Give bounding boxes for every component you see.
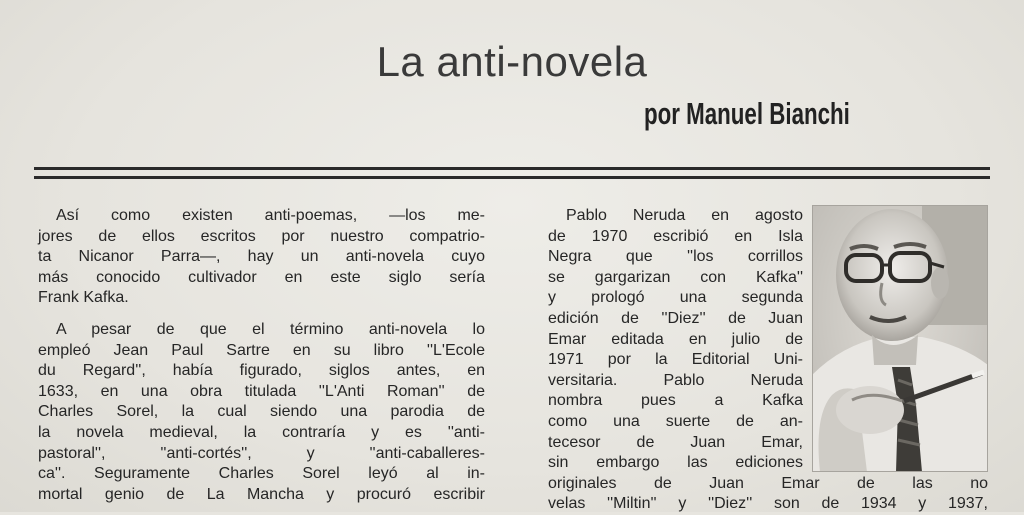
text-line: du Regard'', había figurado, siglos antes, en (38, 362, 485, 380)
article-column-left (38, 206, 485, 505)
article-byline: por Manuel Bianchi (644, 96, 850, 131)
text-line: pastoral'', ''anti-cortés'', y ''anti-caballeres- (38, 444, 485, 462)
article-title: La anti-novela (376, 38, 648, 85)
text-line: empleó Jean Paul Sartre en su libro ''L'Ecole (38, 341, 485, 359)
text-line: velas ''Miltin'' y ''Diez'' son de 1934 y 1937, (548, 495, 988, 513)
text-line: 1633, en una obra titulada ''L'Anti Roman'' de (38, 382, 485, 400)
text-line: se gargarizan con Kafka'' (548, 268, 803, 286)
article-column-right (548, 206, 988, 515)
paragraph-1 (38, 206, 485, 309)
text-line: la novela medieval, la contraría y es ''anti- (38, 423, 485, 441)
text-line: 1971 por la Editorial Uni- (548, 351, 803, 369)
text-line: originales de Juan Emar de las no (548, 474, 988, 492)
text-line: y prologó una segunda (548, 289, 803, 307)
portrait-photo-icon (812, 205, 988, 472)
text-line: Así como existen anti-poemas, —los me- (56, 207, 485, 224)
text-line: Frank Kafka. (38, 289, 129, 307)
text-line: versitaria. Pablo Neruda (548, 371, 803, 389)
text-line: ca''. Seguramente Charles Sorel leyó al in- (38, 465, 485, 483)
text-line: A pesar de que el término anti-novela lo (56, 320, 485, 338)
text-line: mortal genio de La Mancha y procuró escribir (38, 485, 485, 503)
text-line: sin embargo las ediciones (548, 454, 803, 472)
header-rule-top (34, 167, 990, 170)
text-line: más conocido cultivador en este siglo sería (38, 268, 485, 286)
text-line: edición de ''Diez'' de Juan (548, 309, 803, 327)
header-rule-bottom (34, 176, 990, 179)
text-line: jores de ellos escritos por nuestro compatrio- (38, 227, 485, 245)
text-line: como una suerte de an- (548, 412, 803, 430)
text-line: ta Nicanor Parra—, hay un anti-novela cuyo (38, 248, 485, 266)
text-line: Pablo Neruda en agosto (566, 207, 803, 224)
text-line: Negra que ''los corrillos (548, 248, 803, 266)
text-line: tecesor de Juan Emar, (548, 433, 803, 451)
paragraph-2 (38, 320, 485, 505)
text-line: de 1970 escribió en Isla (548, 227, 803, 245)
text-line: Emar editada en julio de (548, 330, 803, 348)
text-line: nombra pues a Kafka (548, 392, 803, 410)
text-line: Charles Sorel, la cual siendo una parodia de (38, 403, 485, 421)
